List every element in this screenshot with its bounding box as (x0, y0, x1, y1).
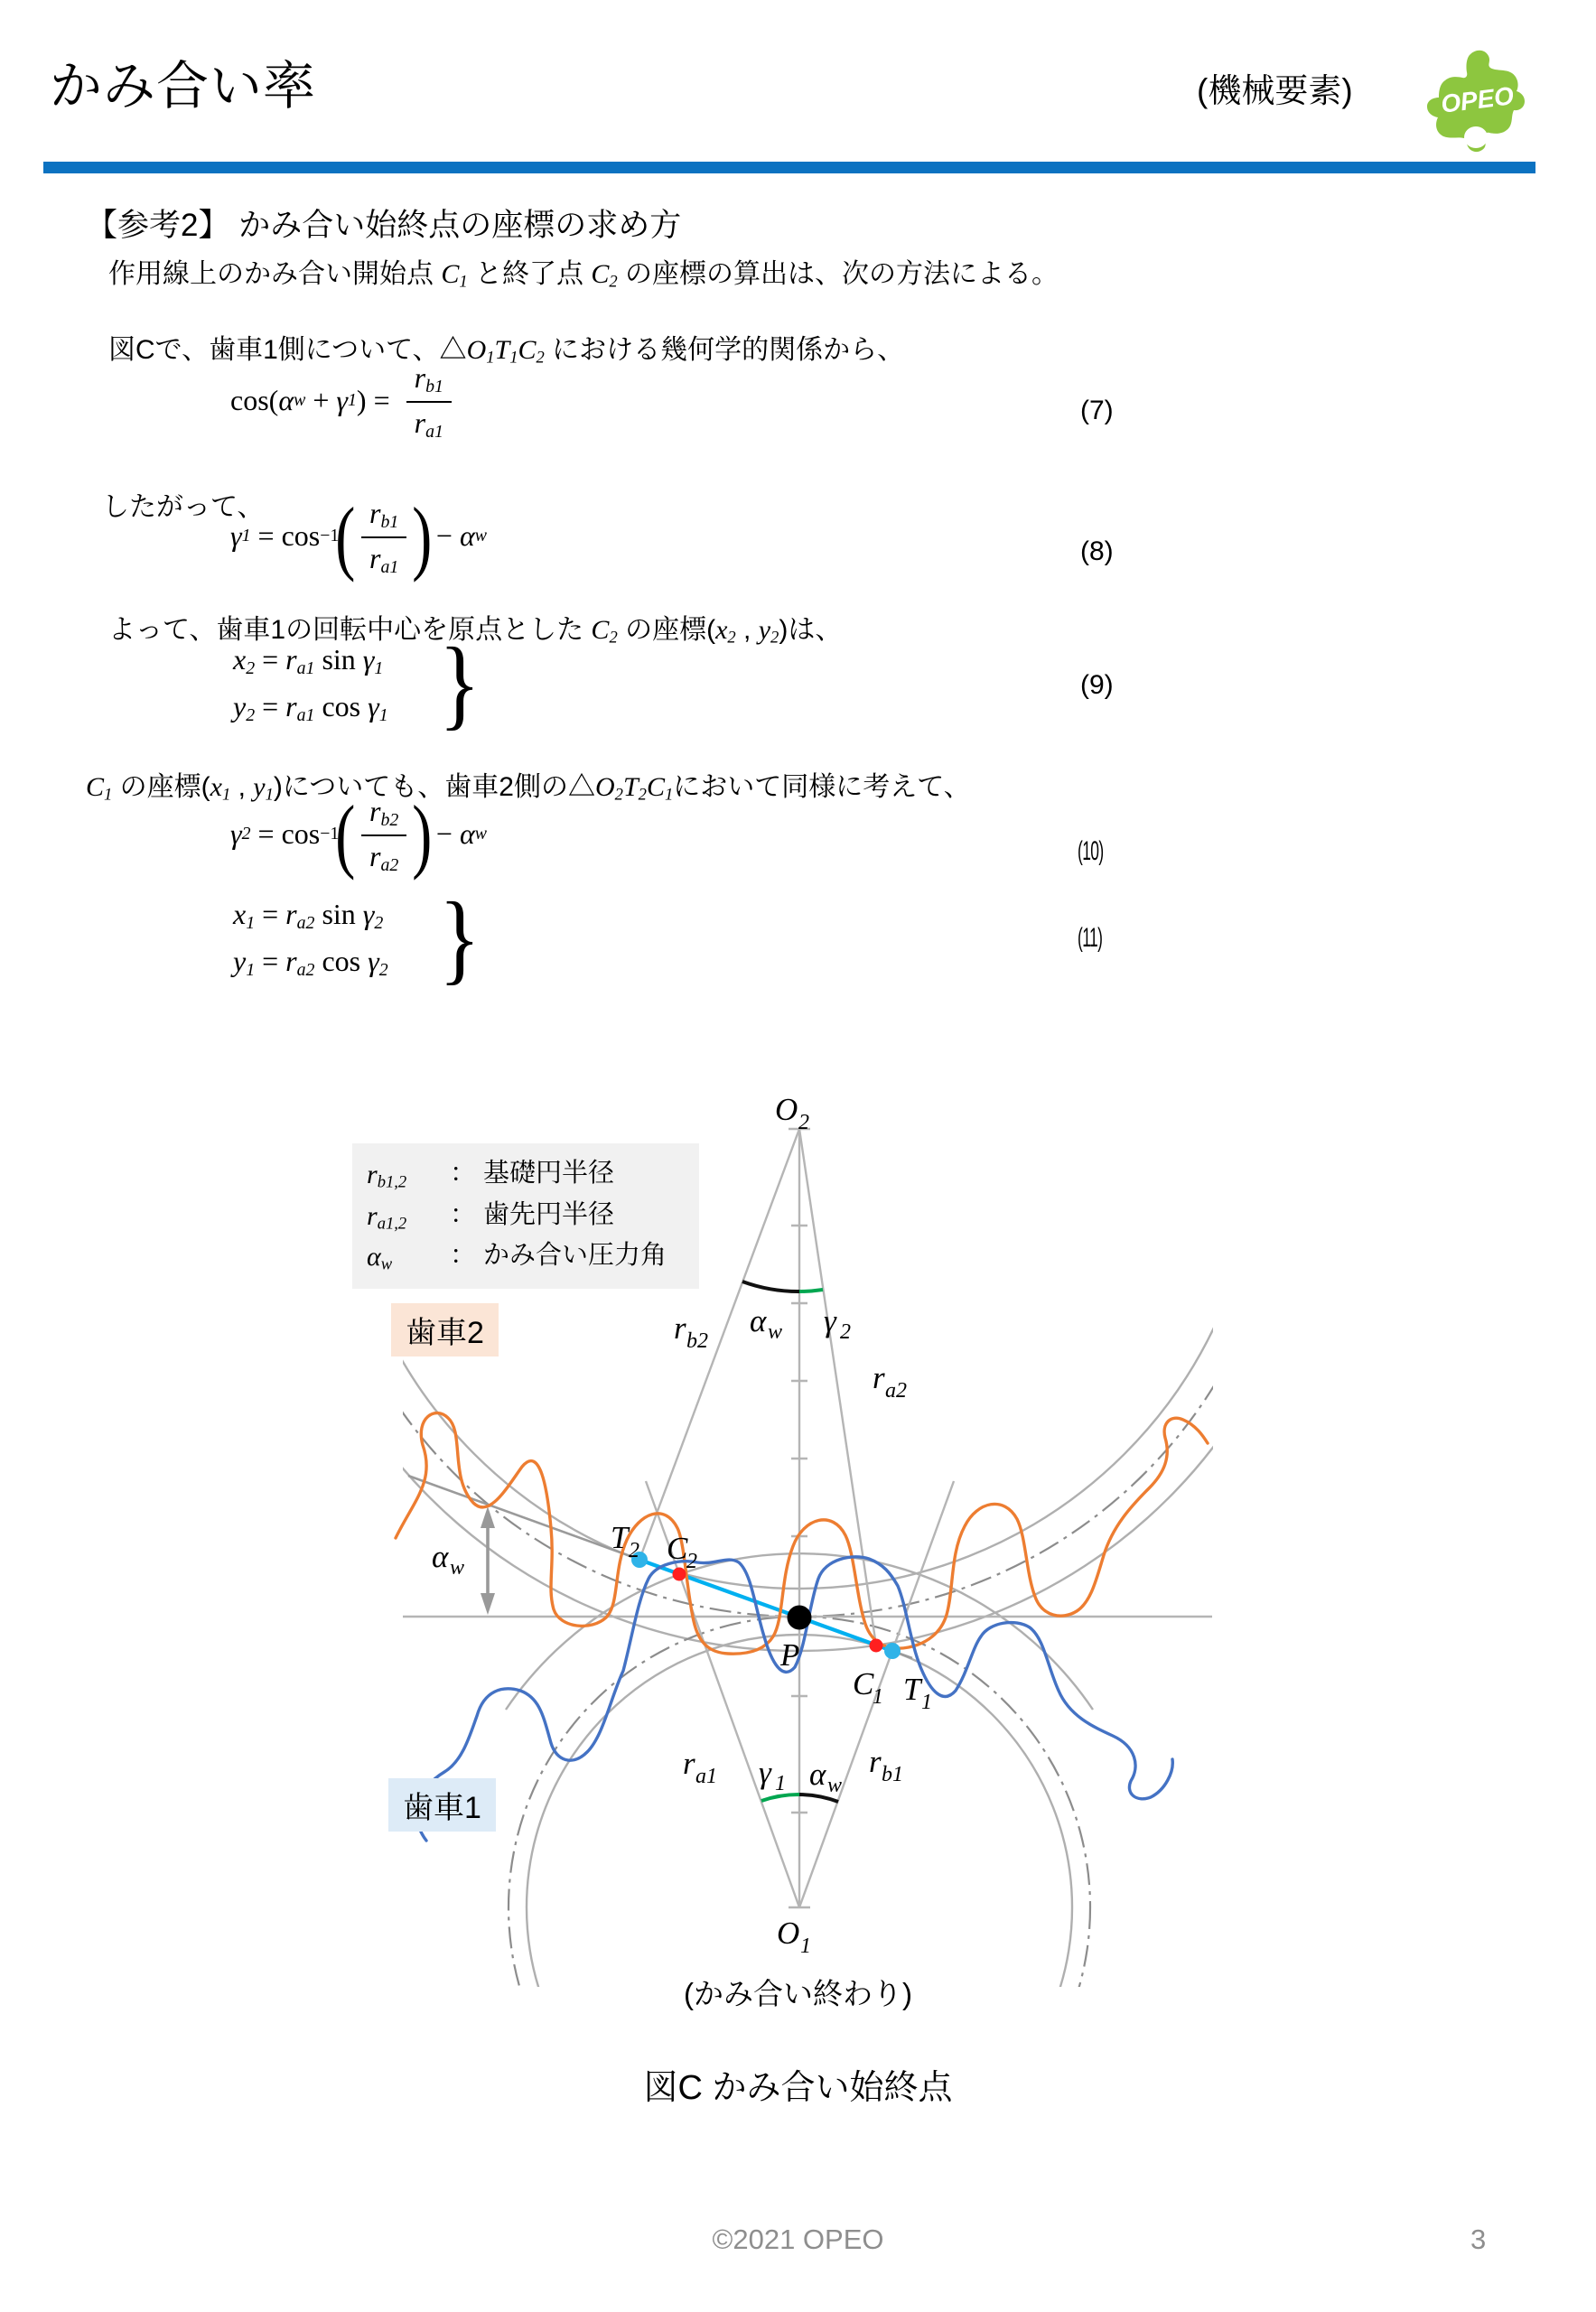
paragraph-5: $C_1$ の座標($x_1$ , $y_1$)についても、歯車2側の$\triangle O_2T_2C_1$において同様に考えて、 (86, 772, 971, 805)
label-gamma1: γ (759, 1755, 771, 1790)
paragraph-1: 作用線上のかみ合い開始点 $C_1$ と終了点 $C_2$ の座標の算出は、次の方法による。 (108, 259, 1059, 292)
svg-text:b2: b2 (686, 1329, 708, 1353)
equation-8: γ 1 = cos −1 ( $\frac{r_{b1}}{r_{a1}}$ ) − α w (230, 489, 487, 583)
equation-11 (233, 882, 483, 995)
svg-text:1: 1 (800, 1934, 811, 1958)
equation-9-number: (9) (1080, 670, 1114, 700)
gamma2-arc (799, 1290, 823, 1291)
equation-7: cos( α w + γ 1 ) = $\frac{r_{b1}}{r_{a1}}$ (230, 359, 461, 443)
paragraph-2: 図Cで、歯車1側について、$\triangle O_1T_1C_2$ における幾何学的関係から、 (108, 335, 905, 368)
label-C1: C (853, 1666, 874, 1701)
fraction: $\frac{r_{b1}}{r_{a1}}$ (406, 359, 452, 443)
label-ra2: r (873, 1360, 885, 1395)
label-alpha-w-left: α (432, 1539, 449, 1574)
equation-9-line-2: $y_2 = r_{a1}$ $\cos \gamma_1$ (233, 689, 388, 725)
equation-7-number: (7) (1080, 396, 1114, 425)
right-paren: ) (412, 788, 433, 881)
opeo-logo (1423, 43, 1532, 157)
left-paren: ( (335, 788, 356, 881)
equation-8-number: (8) (1080, 536, 1114, 566)
system-brace: } (438, 882, 481, 995)
svg-text:w: w (450, 1556, 465, 1580)
mesh-end-label: (かみ合い終わり) (684, 1977, 912, 2010)
ra2-line (799, 1129, 876, 1645)
label-ra1: r (683, 1746, 695, 1781)
svg-text:2: 2 (686, 1550, 697, 1573)
label-O1: O (777, 1916, 800, 1951)
page-number: 3 (1470, 2223, 1487, 2255)
label-P: P (780, 1637, 800, 1673)
paragraph-3: したがって、 (102, 492, 265, 522)
alpha-w-arc-top (742, 1282, 799, 1291)
svg-text:1: 1 (775, 1772, 786, 1795)
label-gamma2: γ (824, 1303, 836, 1338)
label-alpha-w-bottom: α (809, 1757, 826, 1792)
point-T1 (884, 1643, 901, 1659)
svg-text:w: w (768, 1320, 783, 1344)
fraction: $\frac{r_{b1}}{r_{a1}}$ (361, 495, 406, 578)
svg-text:b1: b1 (882, 1763, 903, 1786)
label-rb2: r (674, 1310, 686, 1346)
category-label: (機械要素) (1197, 72, 1353, 109)
equation-10-number: (10) (1078, 836, 1104, 866)
left-paren: ( (335, 489, 356, 583)
label-alpha-w-top: α (750, 1303, 767, 1338)
svg-text:2: 2 (629, 1539, 639, 1562)
label-T1: T (903, 1672, 921, 1707)
logo-text: OPEO (1439, 81, 1516, 118)
equation-11-line-1: $x_1 = r_{a2}$ $\sin \gamma_2$ (233, 898, 384, 933)
page-title: かみ合い率 (50, 57, 317, 116)
svg-text:1: 1 (921, 1691, 932, 1714)
svg-text:a1: a1 (695, 1765, 717, 1788)
equation-9-line-1: $x_2 = r_{a1}$ $\sin \gamma_1$ (233, 643, 384, 678)
svg-text:2: 2 (798, 1111, 809, 1134)
label-C2: C (667, 1531, 688, 1566)
right-paren: ) (412, 489, 433, 583)
svg-text:a2: a2 (885, 1379, 907, 1403)
equation-9 (233, 628, 483, 741)
svg-text:2: 2 (840, 1320, 851, 1344)
legend-row-rb: $r_{b1,2}$ ： 基礎円半径 (367, 1159, 615, 1192)
point-P (788, 1606, 812, 1630)
label-rb1: r (869, 1744, 882, 1779)
svg-text:w: w (827, 1774, 843, 1797)
gamma1-arc (761, 1795, 799, 1801)
equation-10: γ 2 = cos −1 ( $\frac{r_{b2}}{r_{a2}}$ ) − α w (230, 788, 487, 881)
diagram-legend (352, 1143, 699, 1289)
equation-11-line-2: $y_1 = r_{a2}$ $\cos \gamma_2$ (233, 944, 388, 980)
point-C2 (673, 1568, 686, 1581)
header-rule (43, 162, 1535, 173)
logo-bottom-notch (1464, 126, 1488, 148)
label-T2: T (611, 1520, 629, 1555)
alpha-w-dimension-arrow (481, 1506, 495, 1615)
section-heading: 【参考2】 かみ合い始終点の座標の求め方 (86, 208, 682, 243)
figure-caption: 図C かみ合い始終点 (643, 2069, 953, 2107)
footer-copyright: ©2021 OPEO (712, 2223, 884, 2255)
fraction: $\frac{r_{b2}}{r_{a2}}$ (361, 793, 406, 876)
point-C1 (870, 1639, 883, 1653)
paragraph-4: よって、歯車1の回転中心を原点とした $C_2$ の座標($x_2$ , $y_2$)は、 (108, 615, 843, 648)
gear1-badge: 歯車1 (388, 1778, 496, 1832)
legend-row-aw: $\alpha_w$ ： かみ合い圧力角 (367, 1241, 667, 1274)
legend-row-ra: $r_{a1,2}$ ： 歯先円半径 (367, 1199, 615, 1234)
label-O2: O (775, 1092, 798, 1127)
gear2-badge: 歯車2 (391, 1303, 499, 1356)
system-brace: } (438, 628, 481, 741)
svg-text:1: 1 (873, 1685, 883, 1709)
equation-11-number: (11) (1078, 923, 1103, 953)
